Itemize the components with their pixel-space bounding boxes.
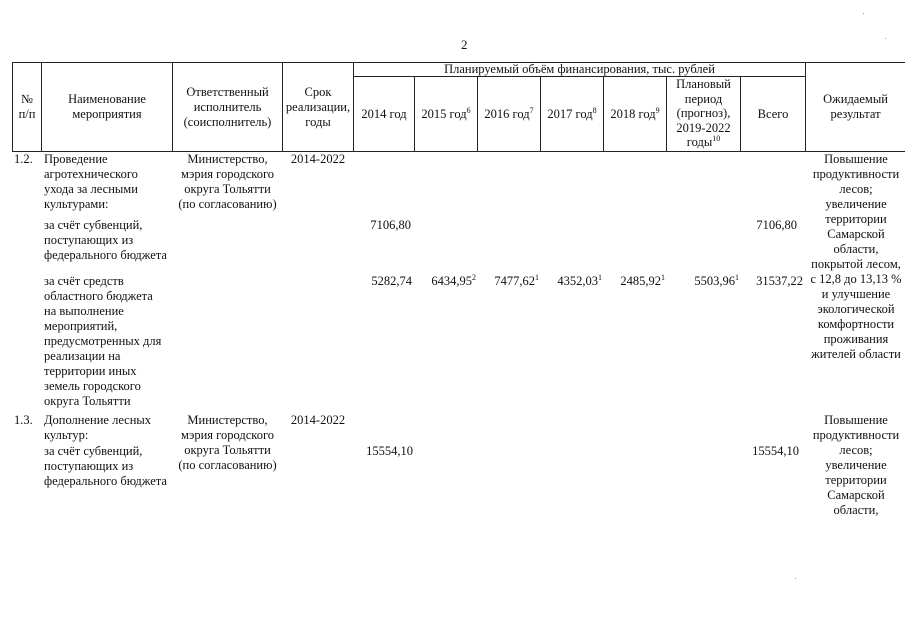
header-2015: 2015 год$^6$ [421, 105, 471, 121]
row-1-2-num: 1.2. [14, 152, 33, 166]
row-1-2-sub2-total: 31537,22 [756, 274, 803, 288]
header-num: № п/п [18, 92, 36, 121]
header-plan-period: Плановый период (прогноз), 2019-2022 годы$^{10}$ [676, 77, 731, 149]
page-number: 2 [461, 37, 468, 52]
header-2016: 2016 год$^7$ [484, 105, 534, 121]
header-executor: Ответственный исполнитель (соисполнитель) [183, 85, 272, 129]
row-1-2-sub2-plan-period: 5503,96$^1$ [694, 272, 739, 288]
row-1-2-executor: Министерство, мэрия городского округа Тольятти (по согласованию) [178, 152, 277, 211]
row-1-2-sub1-name: за счёт субвенций, поступающих из федерального бюджета [44, 218, 167, 262]
row-1-3-term: 2014-2022 [290, 413, 346, 427]
scan-speck [885, 38, 886, 39]
row-1-2-sub2-2017: 4352,03$^1$ [557, 272, 602, 288]
header-name: Наименование мероприятия [68, 92, 146, 121]
row-1-2-sub2-2015: 6434,95$^2$ [431, 272, 476, 288]
row-1-2-sub2-2018: 2485,92$^1$ [620, 272, 665, 288]
row-1-2-sub1-2014: 7106,80 [370, 218, 411, 232]
row-1-2-sub2-name: за счёт средств областного бюджета на выполнение мероприятий, предусмотренных для реализации на территории иных земель городского округа Тольятти [44, 274, 162, 408]
row-1-2-term: 2014-2022 [290, 152, 346, 166]
row-1-3-num: 1.3. [14, 413, 33, 427]
row-1-2-sub2-2014: 5282,74 [371, 274, 412, 288]
row-1-3-sub1-name: за счёт субвенций, поступающих из федерального бюджета [44, 444, 167, 488]
header-term: Срок реализации, годы [285, 85, 351, 129]
row-1-3-executor: Министерство, мэрия городского округа Тольятти (по согласованию) [178, 413, 277, 472]
header-planned-financing: Планируемый объём финансирования, тыс. рублей [444, 62, 715, 76]
row-1-3-sub1-total: 15554,10 [752, 444, 799, 458]
row-1-2-expected-result: Повышение продуктивности лесов; увеличение территории Самарской области, покрытой лесом, с 12,8 до 13,13 % и улучшение экологической комфортности проживания жителей области [810, 152, 902, 361]
header-2017: 2017 год$^8$ [547, 105, 597, 121]
header-2014: 2014 год [361, 107, 407, 121]
row-1-3-expected-result: Повышение продуктивности лесов; увеличение территории Самарской области, [812, 413, 900, 517]
scan-speck [863, 13, 864, 14]
row-1-2-name: Проведение агротехнического ухода за лесными культурами: [44, 152, 138, 211]
header-total: Всего [757, 107, 789, 121]
header-bottom-border [12, 151, 905, 152]
row-1-2-sub2-2016: 7477,62$^1$ [494, 272, 539, 288]
header-expected-result: Ожидаемый результат [823, 92, 888, 121]
row-1-3-sub1-2014: 15554,10 [366, 444, 413, 458]
row-1-2-sub1-total: 7106,80 [756, 218, 797, 232]
scan-speck [795, 578, 796, 579]
header-2018: 2018 год$^9$ [610, 105, 660, 121]
row-1-3-name: Дополнение лесных культур: [44, 413, 152, 442]
